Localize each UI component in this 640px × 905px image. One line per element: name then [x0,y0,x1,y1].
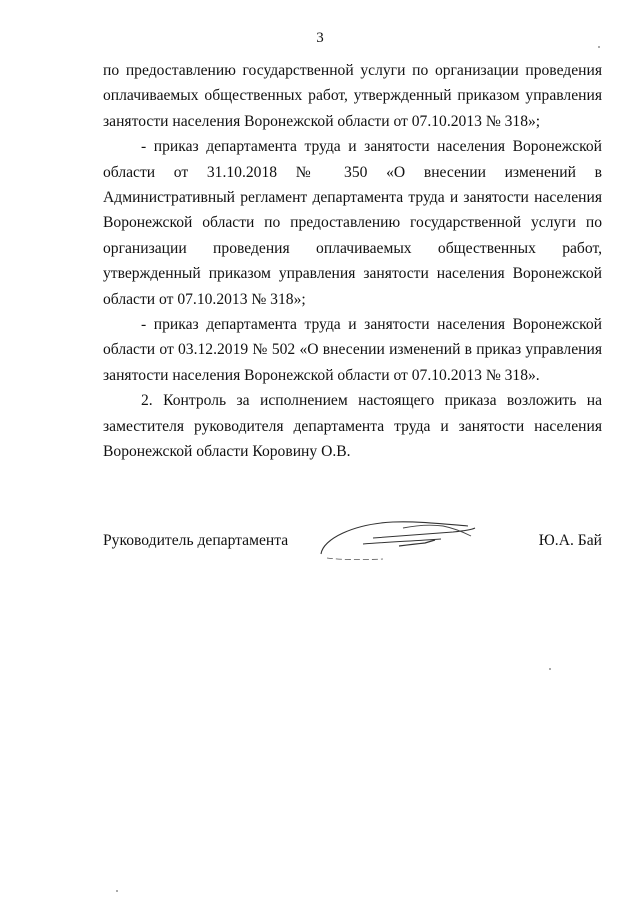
scan-artifact [549,668,551,670]
paragraph-continuation: по предоставлению государственной услуги по организации проведения оплачиваемых общественных работ, утвержденный приказом управления занятости населения Воронежской области от 07.10.2013 № 318»; [103,62,602,130]
signatory-title: Руководитель департамента [103,532,289,549]
document-body [103,58,602,465]
handwritten-signature [303,514,483,574]
signature-block [103,532,602,592]
paragraph-control-clause: 2. Контроль за исполнением настоящего приказа возложить на заместителя руководителя департамента труда и занятости населения Воронежской области Коровину О.В. [103,392,602,461]
paragraph-order-2018: - приказ департамента труда и занятости населения Воронежской области от 31.10.2018 № 350 «О внесении изменений в Административный регламент департамента труда и занятости населения Воронежской области по предоставлению государственной услуги по организации проведения оплачиваемых общественных работ, утвержденный приказом управления занятости населения Воронежской области от 07.10.2013 № 318»; [103,138,602,308]
page-number: 3 [316,30,324,46]
scan-artifact [116,890,118,892]
paragraph-order-2019: - приказ департамента труда и занятости населения Воронежской области от 03.12.2019 № 502 «О внесении изменений в приказ управления занятости населения Воронежской области от 07.10.2013 № 318». [103,316,602,384]
signatory-name: Ю.А. Бай [538,532,602,549]
scan-artifact [598,46,600,48]
